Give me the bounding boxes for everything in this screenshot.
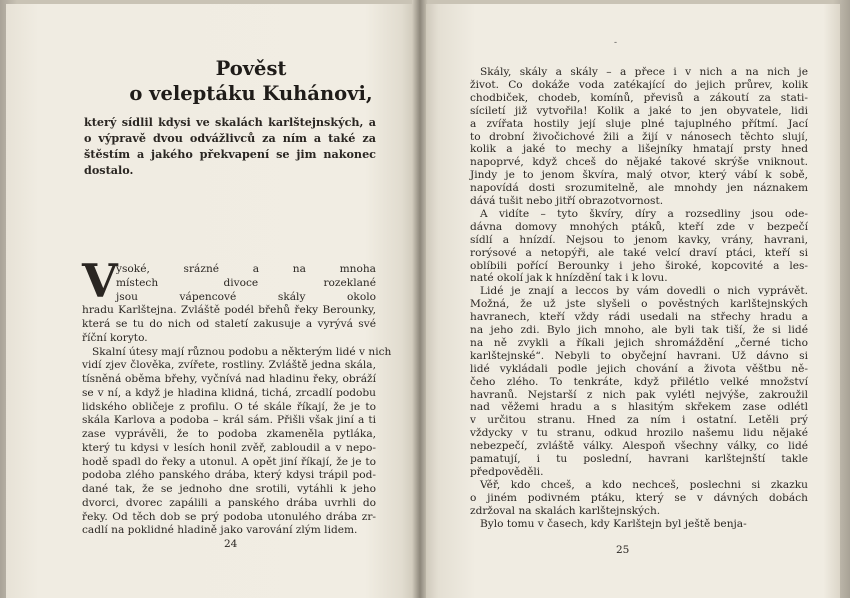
left-page — [6, 4, 414, 598]
text-line: se v ní, a když je hladina klidná, tichá, zrcadlí podobu — [82, 386, 376, 399]
text-line: dvorci, dvorec zapálili a panského drába uvrhli do — [82, 496, 376, 509]
text-line: místech divoce rozeklané — [116, 276, 376, 289]
text-line: oblíbili pořící Berounky i jeho široké, kopcovité a les- — [470, 259, 808, 272]
text-line: ysoké, srázné a na mnoha — [116, 263, 376, 275]
text-line: dané tak, že se jednoho dne srotili, vytáhli k jeho — [82, 483, 376, 495]
page-number-right: 25 — [616, 544, 630, 556]
text-line: v určitou stranu. Hned za ním i ostatní. Letěli prý — [470, 414, 808, 427]
text-line: hodě spadl do řeky a utonul. A opět jiní říkají, že je to — [82, 455, 376, 468]
text-line: vždycky v tu stranu, odkud hrozilo našemu lidu nějaké — [470, 427, 808, 440]
text-line: síciletí již vytvořila! Kolik a jaké to jen obyvatele, lidi — [470, 104, 808, 117]
text-line: hradu Karlštejna. Zvláště podél břehů řeky Berounky, — [82, 304, 376, 317]
text-line: tísněná oběma břehy, vyčnívá nad hladinu řeky, obráží — [82, 373, 376, 385]
text-line: havranech, kteří vždy rádi usedali na střechy hradu a — [470, 311, 808, 324]
text-line: život. Co dokáže voda zatékající do jejich průrev, kolik — [470, 78, 808, 91]
title-line-2: o veleptáku Kuhánovi, — [129, 82, 373, 105]
text-line: napoprvé, když chceš do nějaké takové skrýše vniknout. — [470, 156, 808, 169]
text-line: kolik a jaké to mechy a lišejníky hmatají prsty hned — [470, 143, 808, 156]
text-line: sídlí a hnízdí. Nejsou to jenom kavky, vrány, havrani, — [470, 233, 808, 246]
text-line: Skály, skály a skály – a přece i v nich a na nich je — [480, 66, 808, 78]
text-line: to drobní živočichové žili a žijí v nánosech těchto slují, — [470, 130, 808, 143]
text-line: cadlí na poklidné hladině jako varování zlým lidem. — [82, 524, 358, 537]
text-line: která se tu do nich od staletí zakusuje a vyrývá své — [82, 318, 376, 330]
text-line: Lidé je znají a leccos by vám dovedli o nich vyprávět. — [480, 285, 808, 298]
right-page — [426, 4, 840, 598]
text-line: jsou vápencové skály okolo — [116, 290, 376, 303]
text-line: Věř, kdo chceš, a kdo nechceš, poslechni si zkazku — [480, 478, 808, 491]
text-line: havranů. Nejstarší z nich pak vylétl nejvýše, zakroužil — [470, 388, 808, 401]
text-line: zdržoval na skalách karlštejnských. — [470, 504, 661, 517]
text-line: lidského obličeje z profilu. O té skále říkají, že je to — [82, 400, 376, 413]
text-line: karlštejnské“. Nebyli to obyčejní havrani. Už dávno si — [470, 349, 808, 362]
text-line: Možná, že už jste slyšeli o pověstných karlštejnských — [470, 298, 808, 311]
text-line: Skalní útesy mají různou podobu a některým lidé v nich — [92, 345, 392, 358]
text-line: pamatují, i tu poslední, havrani karlštejnští takle — [470, 453, 808, 465]
text-line: který tu kdysi v lesích honil zvěř, zabloudil a v nepo- — [82, 441, 376, 454]
text-line: dávna domovy mnohých ptáků, kteří zde v bezpečí — [470, 220, 808, 233]
chapter-subtitle: který sídlil kdysi ve skalách karlštejnských, a o výpravě dvou odvážlivců za ním a také za štěstím a jakého překvapení se jim nakonec dostalo. — [84, 115, 376, 177]
drop-cap: V — [82, 254, 118, 308]
text-line: lidé vykládali podle jejich chování a života věštbu ně- — [470, 362, 808, 375]
text-line: nebezpečí, zvláště války. Alespoň všechny války, co lidé — [470, 440, 808, 453]
title-line-1: Pověst — [215, 57, 287, 80]
text-line: rorýsové a netopýři, ale také velcí draví ptáci, kteří si — [470, 246, 808, 259]
text-line: na ně zvykli a říkali jejich shromáždění „černé ticho — [470, 336, 808, 349]
text-line: skála Karlova a podoba – král sám. Přišli však jiní a ti — [82, 414, 376, 427]
text-line: naté okolí jak k hnízdění tak i k lovu. — [470, 272, 668, 285]
text-line: A vidíte – tyto škvíry, díry a rozsedliny jsou ode- — [480, 207, 808, 220]
text-line: podoba zlého panského drába, který kdysi trápil pod- — [82, 469, 376, 482]
chapter-title — [126, 56, 376, 106]
top-mark: - — [614, 38, 618, 48]
text-line: na jeho zdi. Bylo jich mnoho, ale byli tak tiší, že si lidé — [470, 324, 808, 336]
text-line: a zvířata hostily její sluje plné tajuplného přítmí. Jací — [470, 117, 808, 130]
text-line: chodbiček, chodeb, komínů, převisů a zákoutí za stati- — [470, 91, 808, 104]
text-line: zase vyprávěli, že to podoba zkameněla pytláka, — [82, 428, 376, 440]
text-line: nad věžemi hradu a s hlasitým skřekem zase odlétl — [470, 401, 808, 414]
text-line: čeho zlého. To tenkráte, když přilétlo velké množství — [470, 375, 808, 388]
page-number-left: 24 — [224, 538, 238, 550]
text-line: napovídá dosti srozumitelně, ale mnohdy jen náznakem — [470, 182, 808, 195]
text-line: dává tušit nebo jitří obrazotvornost. — [470, 195, 664, 207]
text-line: říční koryto. — [82, 331, 148, 344]
text-line: Bylo tomu v časech, kdy Karlštejn byl ještě benja- — [480, 517, 747, 530]
text-line: Jindy je to jenom škvíra, malý otvor, který vábí k sobě, — [470, 169, 808, 182]
text-line: předpověděli. — [470, 465, 544, 478]
text-line: o jiném podivném ptáku, který se v dávných dobách — [470, 491, 808, 504]
text-line: vidí zjev člověka, zvířete, rostliny. Zvláště jedna skála, — [82, 359, 376, 372]
text-line: řeky. Od těch dob se prý podoba utonulého drába zr- — [82, 510, 376, 523]
